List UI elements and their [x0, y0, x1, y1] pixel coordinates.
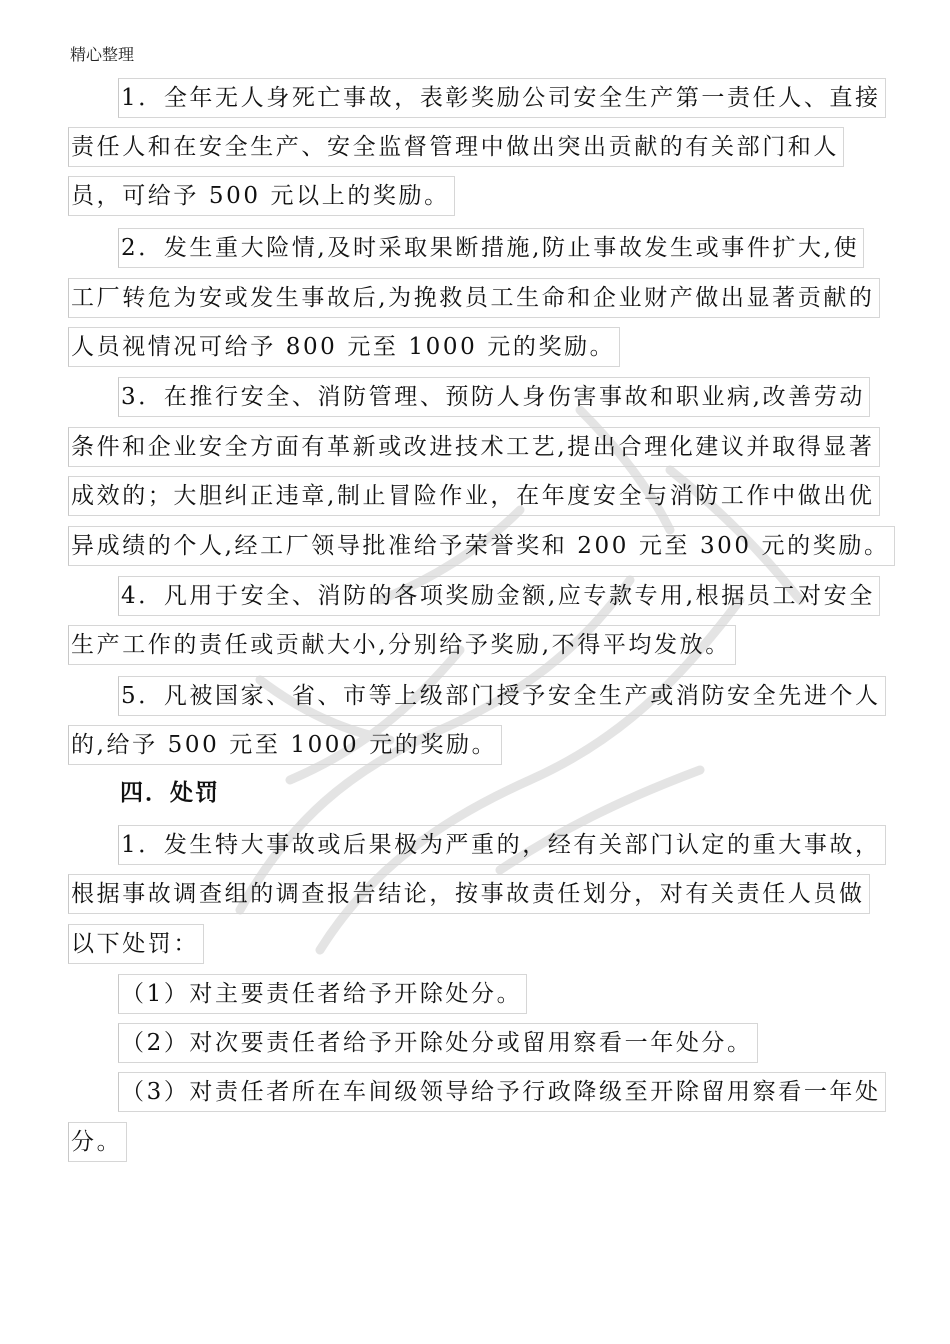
reward-3-line-1: 3．在推行安全、消防管理、预防人身伤害事故和职业病,改善劳动 — [118, 377, 870, 417]
reward-3-line-2: 条件和企业安全方面有革新或改进技术工艺,提出合理化建议并取得显著 — [68, 427, 880, 467]
penalty-sub-3-line-2: 分。 — [68, 1122, 127, 1162]
penalty-sub-2: （2）对次要责任者给予开除处分或留用察看一年处分。 — [118, 1023, 758, 1063]
penalty-sub-1: （1）对主要责任者给予开除处分。 — [118, 974, 527, 1014]
reward-1-line-2: 责任人和在安全生产、安全监督管理中做出突出贡献的有关部门和人 — [68, 127, 844, 167]
penalty-sub-3-line-1: （3）对责任者所在车间级领导给予行政降级至开除留用察看一年处 — [118, 1072, 886, 1112]
penalty-1-line-2: 根据事故调查组的调查报告结论，按事故责任划分，对有关责任人员做 — [68, 874, 870, 914]
reward-2-line-1: 2．发生重大险情,及时采取果断措施,防止事故发生或事件扩大,使 — [118, 228, 864, 268]
penalty-1-line-3: 以下处罚： — [68, 924, 204, 964]
reward-3-line-4: 异成绩的个人,经工厂领导批准给予荣誉奖和 200 元至 300 元的奖励。 — [68, 526, 895, 566]
reward-2-line-3: 人员视情况可给予 800 元至 1000 元的奖励。 — [68, 327, 620, 367]
reward-1-line-3: 员，可给予 500 元以上的奖励。 — [68, 176, 455, 216]
reward-4-line-1: 4．凡用于安全、消防的各项奖励金额,应专款专用,根据员工对安全 — [118, 576, 880, 616]
page-header-label: 精心整理 — [70, 45, 135, 64]
reward-2-line-2: 工厂转危为安或发生事故后,为挽救员工生命和企业财产做出显著贡献的 — [68, 278, 880, 318]
reward-3-line-3: 成效的；大胆纠正违章,制止冒险作业，在年度安全与消防工作中做出优 — [68, 476, 880, 516]
reward-4-line-2: 生产工作的责任或贡献大小,分别给予奖励,不得平均发放。 — [68, 625, 736, 665]
penalty-1-line-1: 1．发生特大事故或后果极为严重的，经有关部门认定的重大事故， — [118, 825, 886, 865]
reward-5-line-2: 的,给予 500 元至 1000 元的奖励。 — [68, 725, 502, 765]
reward-1-line-1: 1．全年无人身死亡事故，表彰奖励公司安全生产第一责任人、直接 — [118, 78, 886, 118]
reward-5-line-1: 5．凡被国家、省、市等上级部门授予安全生产或消防安全先进个人 — [118, 676, 886, 716]
section-heading-penalties: 四．处罚 — [120, 780, 220, 806]
